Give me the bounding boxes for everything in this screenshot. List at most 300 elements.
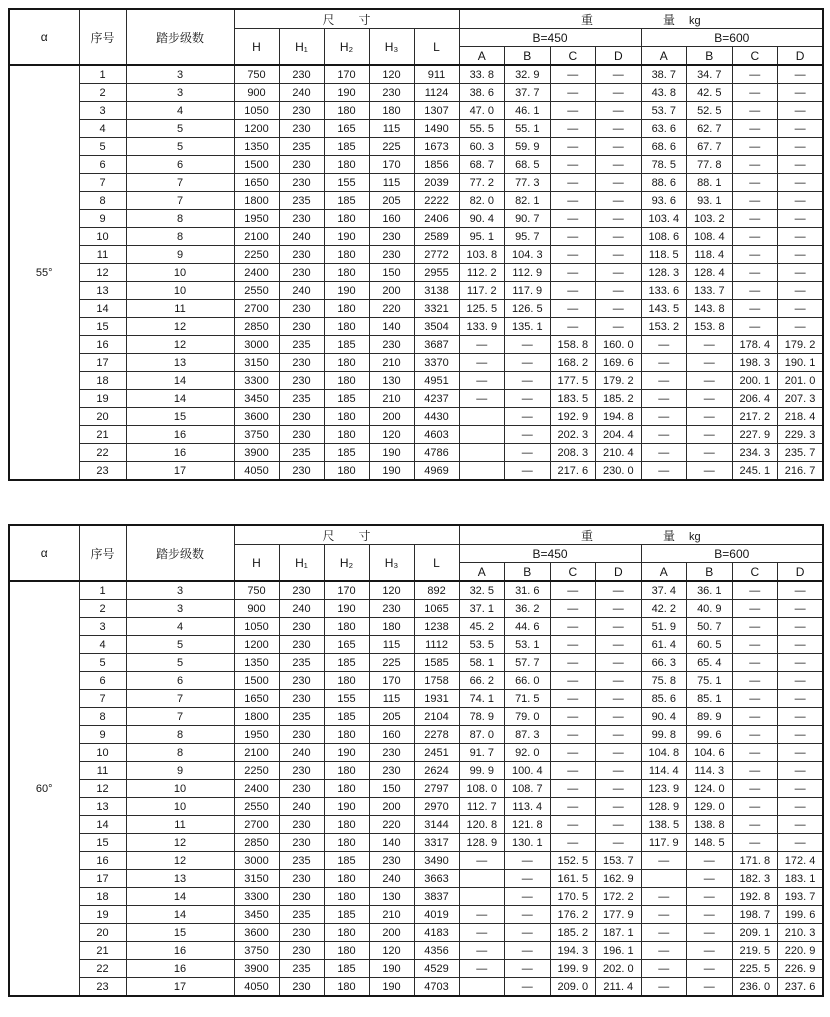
- w600-a: —: [641, 336, 687, 354]
- dim-h2: 190: [324, 84, 369, 102]
- dim-l: 3317: [414, 834, 459, 852]
- w450-c: —: [550, 762, 596, 780]
- table-row: [9, 618, 823, 636]
- w450-c: —: [550, 581, 596, 600]
- dim-l: 1124: [414, 84, 459, 102]
- col-header-b450-b: B: [505, 563, 551, 582]
- dim-h1: 230: [279, 174, 324, 192]
- w600-a: 88. 6: [641, 174, 687, 192]
- w450-b: 104. 3: [505, 246, 551, 264]
- w450-c: —: [550, 84, 596, 102]
- dim-l: 4237: [414, 390, 459, 408]
- dim-h3: 230: [369, 762, 414, 780]
- serial-number: 11: [79, 762, 126, 780]
- dim-h: 1350: [234, 654, 279, 672]
- dim-h3: 130: [369, 888, 414, 906]
- w450-a: 78. 9: [459, 708, 505, 726]
- w600-d: —: [778, 581, 824, 600]
- dim-h: 3750: [234, 426, 279, 444]
- w450-d: —: [596, 282, 642, 300]
- dim-h2: 180: [324, 924, 369, 942]
- table-row: [9, 672, 823, 690]
- w450-d: —: [596, 318, 642, 336]
- w600-c: —: [732, 264, 778, 282]
- w600-c: 236. 0: [732, 978, 778, 997]
- dim-h3: 220: [369, 816, 414, 834]
- serial-number: 23: [79, 462, 126, 481]
- col-header-b600-a: A: [641, 563, 687, 582]
- header-step-count: 踏步级数: [126, 525, 234, 581]
- dim-h2: 180: [324, 318, 369, 336]
- w600-a: —: [641, 924, 687, 942]
- w450-c: 194. 3: [550, 942, 596, 960]
- dim-l: 3504: [414, 318, 459, 336]
- dim-h1: 240: [279, 744, 324, 762]
- w600-b: 118. 4: [687, 246, 733, 264]
- w600-a: 78. 5: [641, 156, 687, 174]
- w600-a: 99. 8: [641, 726, 687, 744]
- dim-h1: 230: [279, 816, 324, 834]
- w450-b: —: [505, 960, 551, 978]
- w600-a: 38. 7: [641, 65, 687, 84]
- w600-d: —: [778, 282, 824, 300]
- serial-number: 18: [79, 888, 126, 906]
- w450-b: —: [505, 372, 551, 390]
- w450-c: 209. 0: [550, 978, 596, 997]
- dim-l: 4703: [414, 978, 459, 997]
- dim-h2: 165: [324, 120, 369, 138]
- table-row: [9, 156, 823, 174]
- w450-b: —: [505, 924, 551, 942]
- dim-h: 3300: [234, 372, 279, 390]
- w450-d: 162. 9: [596, 870, 642, 888]
- dims-label-right: 寸: [358, 528, 371, 543]
- step-count: 12: [126, 336, 234, 354]
- dim-h: 2100: [234, 228, 279, 246]
- serial-number: 5: [79, 138, 126, 156]
- w600-b: 88. 1: [687, 174, 733, 192]
- w450-b: 113. 4: [505, 798, 551, 816]
- step-count: 3: [126, 65, 234, 84]
- w600-b: —: [687, 852, 733, 870]
- w600-a: —: [641, 888, 687, 906]
- weight-label-right: 量: [663, 12, 676, 27]
- w450-d: —: [596, 264, 642, 282]
- col-header-b600-d: D: [778, 563, 824, 582]
- dim-h: 2400: [234, 264, 279, 282]
- dim-h3: 205: [369, 192, 414, 210]
- dim-h: 3600: [234, 924, 279, 942]
- w600-c: —: [732, 102, 778, 120]
- dim-l: 4019: [414, 906, 459, 924]
- dim-h3: 225: [369, 138, 414, 156]
- dim-h: 3000: [234, 336, 279, 354]
- dim-h1: 235: [279, 192, 324, 210]
- w600-d: 183. 1: [778, 870, 824, 888]
- serial-number: 10: [79, 228, 126, 246]
- w450-a: [459, 408, 505, 426]
- w600-b: 77. 8: [687, 156, 733, 174]
- w450-d: 177. 9: [596, 906, 642, 924]
- w450-a: 77. 2: [459, 174, 505, 192]
- serial-number: 21: [79, 942, 126, 960]
- dim-h1: 235: [279, 390, 324, 408]
- w600-a: —: [641, 354, 687, 372]
- w600-d: 199. 6: [778, 906, 824, 924]
- dim-l: 1931: [414, 690, 459, 708]
- col-header-b450-b: B: [505, 47, 551, 66]
- w450-a: —: [459, 852, 505, 870]
- dim-h1: 230: [279, 888, 324, 906]
- w600-b: 148. 5: [687, 834, 733, 852]
- dim-h2: 180: [324, 102, 369, 120]
- dim-h1: 230: [279, 978, 324, 997]
- dim-h3: 140: [369, 318, 414, 336]
- table-gap: [8, 481, 822, 524]
- w450-a: 82. 0: [459, 192, 505, 210]
- dim-h1: 230: [279, 408, 324, 426]
- dim-l: 2772: [414, 246, 459, 264]
- w450-b: 53. 1: [505, 636, 551, 654]
- dim-h: 3600: [234, 408, 279, 426]
- w450-c: 183. 5: [550, 390, 596, 408]
- w600-d: 229. 3: [778, 426, 824, 444]
- w600-c: —: [732, 228, 778, 246]
- w600-d: —: [778, 102, 824, 120]
- dim-h: 1200: [234, 120, 279, 138]
- col-header-b600-c: C: [732, 563, 778, 582]
- w450-a: 66. 2: [459, 672, 505, 690]
- dim-l: 2589: [414, 228, 459, 246]
- step-count: 10: [126, 282, 234, 300]
- dim-h1: 230: [279, 300, 324, 318]
- w600-b: 124. 0: [687, 780, 733, 798]
- serial-number: 4: [79, 636, 126, 654]
- w450-b: 77. 3: [505, 174, 551, 192]
- col-header-b600-b: B: [687, 563, 733, 582]
- w600-a: —: [641, 444, 687, 462]
- w600-c: —: [732, 156, 778, 174]
- w450-b: 135. 1: [505, 318, 551, 336]
- dim-h: 2250: [234, 246, 279, 264]
- w600-b: 128. 4: [687, 264, 733, 282]
- dim-l: 4951: [414, 372, 459, 390]
- dim-h: 2550: [234, 798, 279, 816]
- col-header-h1: H₁: [279, 545, 324, 582]
- dim-h2: 155: [324, 690, 369, 708]
- dim-h: 3900: [234, 444, 279, 462]
- serial-number: 11: [79, 246, 126, 264]
- w450-a: 60. 3: [459, 138, 505, 156]
- step-count: 16: [126, 426, 234, 444]
- w450-a: 112. 7: [459, 798, 505, 816]
- w450-b: 130. 1: [505, 834, 551, 852]
- dim-l: 4529: [414, 960, 459, 978]
- dim-h3: 115: [369, 636, 414, 654]
- col-header-h: H: [234, 545, 279, 582]
- dim-h3: 200: [369, 408, 414, 426]
- w450-c: —: [550, 156, 596, 174]
- dim-l: 892: [414, 581, 459, 600]
- dim-h3: 200: [369, 924, 414, 942]
- dim-h1: 230: [279, 690, 324, 708]
- serial-number: 12: [79, 264, 126, 282]
- dim-h2: 165: [324, 636, 369, 654]
- w600-a: 128. 3: [641, 264, 687, 282]
- dim-h1: 230: [279, 120, 324, 138]
- w600-c: —: [732, 282, 778, 300]
- dim-l: 4356: [414, 942, 459, 960]
- w600-d: —: [778, 798, 824, 816]
- serial-number: 17: [79, 870, 126, 888]
- w450-d: —: [596, 762, 642, 780]
- w450-b: —: [505, 978, 551, 997]
- step-count: 16: [126, 960, 234, 978]
- step-count: 5: [126, 120, 234, 138]
- w450-c: —: [550, 654, 596, 672]
- w600-a: 61. 4: [641, 636, 687, 654]
- w600-d: 172. 4: [778, 852, 824, 870]
- w450-c: —: [550, 174, 596, 192]
- dim-h: 3000: [234, 852, 279, 870]
- w450-c: —: [550, 690, 596, 708]
- dim-h: 1200: [234, 636, 279, 654]
- w450-a: 58. 1: [459, 654, 505, 672]
- w600-a: 51. 9: [641, 618, 687, 636]
- dim-h1: 230: [279, 780, 324, 798]
- w600-b: 153. 8: [687, 318, 733, 336]
- w450-d: 153. 7: [596, 852, 642, 870]
- dim-l: 4786: [414, 444, 459, 462]
- col-header-b600-d: D: [778, 47, 824, 66]
- w450-c: —: [550, 228, 596, 246]
- dim-l: 3837: [414, 888, 459, 906]
- serial-number: 7: [79, 690, 126, 708]
- dim-h3: 170: [369, 672, 414, 690]
- w600-a: 108. 6: [641, 228, 687, 246]
- w450-a: 33. 8: [459, 65, 505, 84]
- w600-c: 182. 3: [732, 870, 778, 888]
- serial-number: 23: [79, 978, 126, 997]
- w600-b: 67. 7: [687, 138, 733, 156]
- table-row: [9, 390, 823, 408]
- w450-b: 55. 1: [505, 120, 551, 138]
- table-row: [9, 354, 823, 372]
- step-count: 9: [126, 246, 234, 264]
- dim-h2: 185: [324, 960, 369, 978]
- dim-h3: 120: [369, 65, 414, 84]
- w600-d: 207. 3: [778, 390, 824, 408]
- header-alpha: α: [9, 525, 79, 581]
- dim-h: 2850: [234, 834, 279, 852]
- dim-h: 900: [234, 84, 279, 102]
- w600-b: 129. 0: [687, 798, 733, 816]
- dim-h3: 240: [369, 870, 414, 888]
- dim-h: 2550: [234, 282, 279, 300]
- w450-d: —: [596, 672, 642, 690]
- w600-a: 66. 3: [641, 654, 687, 672]
- dim-h: 1350: [234, 138, 279, 156]
- dim-h2: 190: [324, 744, 369, 762]
- table-row: [9, 834, 823, 852]
- dim-h2: 180: [324, 816, 369, 834]
- w450-b: 57. 7: [505, 654, 551, 672]
- step-count: 15: [126, 408, 234, 426]
- serial-number: 19: [79, 390, 126, 408]
- step-count: 3: [126, 581, 234, 600]
- w450-b: 46. 1: [505, 102, 551, 120]
- alpha-value: 60°: [9, 581, 79, 996]
- dim-h3: 200: [369, 282, 414, 300]
- w600-c: 200. 1: [732, 372, 778, 390]
- w450-b: 37. 7: [505, 84, 551, 102]
- dim-h3: 230: [369, 744, 414, 762]
- w600-d: 190. 1: [778, 354, 824, 372]
- w600-d: —: [778, 600, 824, 618]
- w450-c: —: [550, 264, 596, 282]
- dim-l: 2624: [414, 762, 459, 780]
- serial-number: 20: [79, 924, 126, 942]
- w600-d: —: [778, 210, 824, 228]
- dim-h3: 150: [369, 264, 414, 282]
- w600-b: 138. 8: [687, 816, 733, 834]
- w450-a: —: [459, 390, 505, 408]
- dim-h: 1050: [234, 618, 279, 636]
- w450-b: —: [505, 408, 551, 426]
- header-b450: B=450: [459, 29, 641, 47]
- w600-a: 63. 6: [641, 120, 687, 138]
- dim-h: 4050: [234, 978, 279, 997]
- dim-h3: 210: [369, 390, 414, 408]
- dim-h: 3150: [234, 870, 279, 888]
- weight-unit: kg: [689, 530, 701, 543]
- w450-c: —: [550, 282, 596, 300]
- w450-b: 121. 8: [505, 816, 551, 834]
- w600-c: 198. 3: [732, 354, 778, 372]
- w450-a: [459, 888, 505, 906]
- dim-h: 2250: [234, 762, 279, 780]
- w600-d: —: [778, 780, 824, 798]
- dim-h3: 130: [369, 372, 414, 390]
- w450-b: —: [505, 942, 551, 960]
- dim-h3: 180: [369, 618, 414, 636]
- w600-a: —: [641, 390, 687, 408]
- dim-h2: 180: [324, 870, 369, 888]
- table-row: [9, 174, 823, 192]
- dim-h: 2850: [234, 318, 279, 336]
- w600-d: —: [778, 65, 824, 84]
- dim-h1: 230: [279, 581, 324, 600]
- table-header: [9, 9, 823, 65]
- w450-d: —: [596, 156, 642, 174]
- w450-c: 161. 5: [550, 870, 596, 888]
- dim-h3: 120: [369, 942, 414, 960]
- step-count: 13: [126, 354, 234, 372]
- w600-a: —: [641, 906, 687, 924]
- w450-c: —: [550, 210, 596, 228]
- w450-b: 87. 3: [505, 726, 551, 744]
- serial-number: 5: [79, 654, 126, 672]
- w600-d: —: [778, 156, 824, 174]
- w450-c: —: [550, 672, 596, 690]
- w450-b: 71. 5: [505, 690, 551, 708]
- dim-h3: 120: [369, 581, 414, 600]
- dim-h1: 230: [279, 762, 324, 780]
- dim-h: 2700: [234, 300, 279, 318]
- w600-b: —: [687, 354, 733, 372]
- w600-d: —: [778, 318, 824, 336]
- w600-d: —: [778, 726, 824, 744]
- header-b600: B=600: [641, 545, 823, 563]
- w600-b: —: [687, 888, 733, 906]
- col-header-h3: H₃: [369, 545, 414, 582]
- dim-h1: 240: [279, 282, 324, 300]
- w450-c: —: [550, 246, 596, 264]
- serial-number: 14: [79, 816, 126, 834]
- w600-c: —: [732, 174, 778, 192]
- dim-l: 1238: [414, 618, 459, 636]
- table-row: [9, 600, 823, 618]
- serial-number: 16: [79, 336, 126, 354]
- serial-number: 2: [79, 84, 126, 102]
- dim-h: 1800: [234, 708, 279, 726]
- w600-b: 93. 1: [687, 192, 733, 210]
- w600-b: —: [687, 906, 733, 924]
- w600-d: —: [778, 174, 824, 192]
- w600-c: 217. 2: [732, 408, 778, 426]
- dim-h2: 180: [324, 462, 369, 481]
- serial-number: 7: [79, 174, 126, 192]
- table-row: [9, 654, 823, 672]
- dim-h1: 240: [279, 84, 324, 102]
- w600-a: 93. 6: [641, 192, 687, 210]
- table-row: [9, 906, 823, 924]
- w600-c: —: [732, 654, 778, 672]
- w450-b: 59. 9: [505, 138, 551, 156]
- w450-a: 108. 0: [459, 780, 505, 798]
- w450-b: —: [505, 888, 551, 906]
- w600-a: 42. 2: [641, 600, 687, 618]
- table-row: [9, 138, 823, 156]
- w450-a: —: [459, 960, 505, 978]
- dim-h2: 185: [324, 336, 369, 354]
- dim-h: 3450: [234, 390, 279, 408]
- w450-b: 117. 9: [505, 282, 551, 300]
- w600-c: —: [732, 210, 778, 228]
- w450-a: —: [459, 924, 505, 942]
- w450-a: —: [459, 336, 505, 354]
- dim-l: 1856: [414, 156, 459, 174]
- step-count: 8: [126, 228, 234, 246]
- w600-b: 40. 9: [687, 600, 733, 618]
- w450-d: 210. 4: [596, 444, 642, 462]
- step-count: 11: [126, 816, 234, 834]
- w600-c: —: [732, 636, 778, 654]
- table-row: [9, 264, 823, 282]
- dim-h2: 180: [324, 978, 369, 997]
- w450-c: —: [550, 65, 596, 84]
- w450-d: —: [596, 84, 642, 102]
- w450-c: 177. 5: [550, 372, 596, 390]
- dim-h1: 235: [279, 444, 324, 462]
- w600-b: 133. 7: [687, 282, 733, 300]
- dim-h3: 225: [369, 654, 414, 672]
- w450-b: —: [505, 852, 551, 870]
- step-count: 8: [126, 726, 234, 744]
- w600-a: 75. 8: [641, 672, 687, 690]
- dim-h1: 230: [279, 156, 324, 174]
- w600-c: —: [732, 726, 778, 744]
